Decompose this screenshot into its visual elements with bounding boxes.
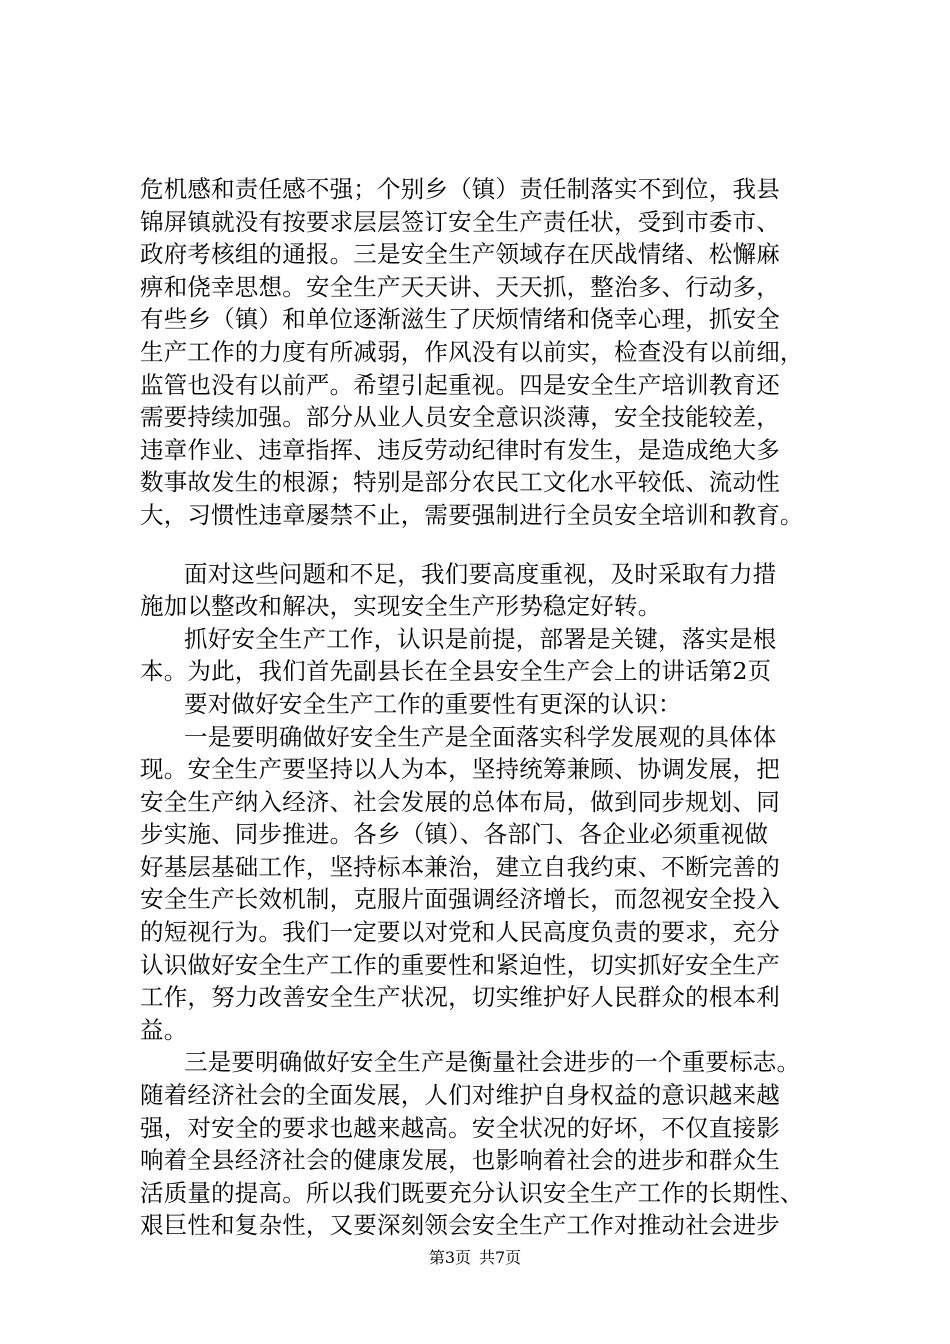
paragraph-3 [140,623,860,688]
text-line: 面对这些问题和不足，我们要高度重视，及时采取有力措 [184,559,777,588]
text-line: 强，对安全的要求也越来越高。安全状况的好坏，不仅直接影 [140,1113,780,1142]
text-line: 益。 [140,1015,188,1044]
text-line: 现。安全生产要坚持以人为本，坚持统筹兼顾、协调发展，把 [140,755,780,784]
paragraph-6 [140,1046,860,1242]
page-total: 共7页 [479,1248,522,1267]
paragraph-1 [140,173,860,532]
page-footer [0,1248,950,1268]
text-line: 工作，努力改善安全生产状况，切实维护好人民群众的根本利 [140,983,780,1012]
text-line: 痹和侥幸思想。安全生产天天讲、天天抓，整治多、行动多， [140,272,780,301]
text-line: 步实施、同步推进。各乡（镇）、各部门、各企业必须重视做 [140,820,769,849]
text-line: 响着全县经济社会的健康发展，也影响着社会的进步和群众生 [140,1146,780,1175]
text-line: 的短视行为。我们一定要以对党和人民高度负责的要求，充分 [140,918,780,947]
text-line: 监管也没有以前严。希望引起重视。四是安全生产培训教育还 [140,370,780,399]
text-line: 锦屏镇就没有按要求层层签订安全生产责任状，受到市委市、 [140,207,780,236]
text-line: 安全生产长效机制，克服片面强调经济增长，而忽视安全投入 [140,885,780,914]
text-line: 危机感和责任感不强；个别乡（镇）责任制落实不到位，我县 [140,175,780,203]
text-line: 抓好安全生产工作，认识是前提，部署是关键，落实是根 [184,624,777,653]
paragraph-5 [140,721,860,1047]
paragraph-gap [140,532,860,558]
text-line: 数事故发生的根源；特别是部分农民工文化水平较低、流动性 [140,468,780,497]
text-line: 需要持续加强。部分从业人员安全意识淡薄，安全技能较差， [140,403,780,432]
text-line: 本。为此，我们首先副县长在全县安全生产会上的讲话第2页 [140,657,772,686]
text-line: 好基层基础工作，坚持标本兼治，建立自我约束、不断完善的 [140,852,780,881]
text-line: 随着经济社会的全面发展，人们对维护自身权益的意识越来越 [140,1081,780,1110]
text-line: 违章作业、违章指挥、违反劳动纪律时有发生，是造成绝大多 [140,435,780,464]
text-line: 活质量的提高。所以我们既要充分认识安全生产工作的长期性、 [140,1178,804,1207]
paragraph-2 [140,558,860,623]
page-number: 第3页 [428,1248,471,1267]
text-line: 政府考核组的通报。三是安全生产领域存在厌战情绪、松懈麻 [140,240,780,269]
text-line: 大，习惯性违章屡禁不止，需要强制进行全员安全培训和教育。 [140,500,804,529]
text-line: 有些乡（镇）和单位逐渐滋生了厌烦情绪和侥幸心理，抓安全 [140,305,780,334]
text-line: 认识做好安全生产工作的重要性和紧迫性，切实抓好安全生产 [140,950,780,979]
text-line: 安全生产纳入经济、社会发展的总体布局，做到同步规划、同 [140,787,780,816]
text-line: 施加以整改和解决，实现安全生产形势稳定好转。 [140,592,662,621]
text-line: 要对做好安全生产工作的重要性有更深的认识： [184,689,682,718]
body-text [140,173,860,1242]
text-line: 三是要明确做好安全生产是衡量社会进步的一个重要标志。 [184,1048,801,1077]
text-line: 艰巨性和复杂性，又要深刻领会安全生产工作对推动社会进步 [140,1211,780,1240]
text-line: 生产工作的力度有所减弱，作风没有以前实，检查没有以前细， [140,337,804,366]
text-line: 一是要明确做好安全生产是全面落实科学发展观的具体体 [184,722,777,751]
paragraph-4 [140,688,860,721]
